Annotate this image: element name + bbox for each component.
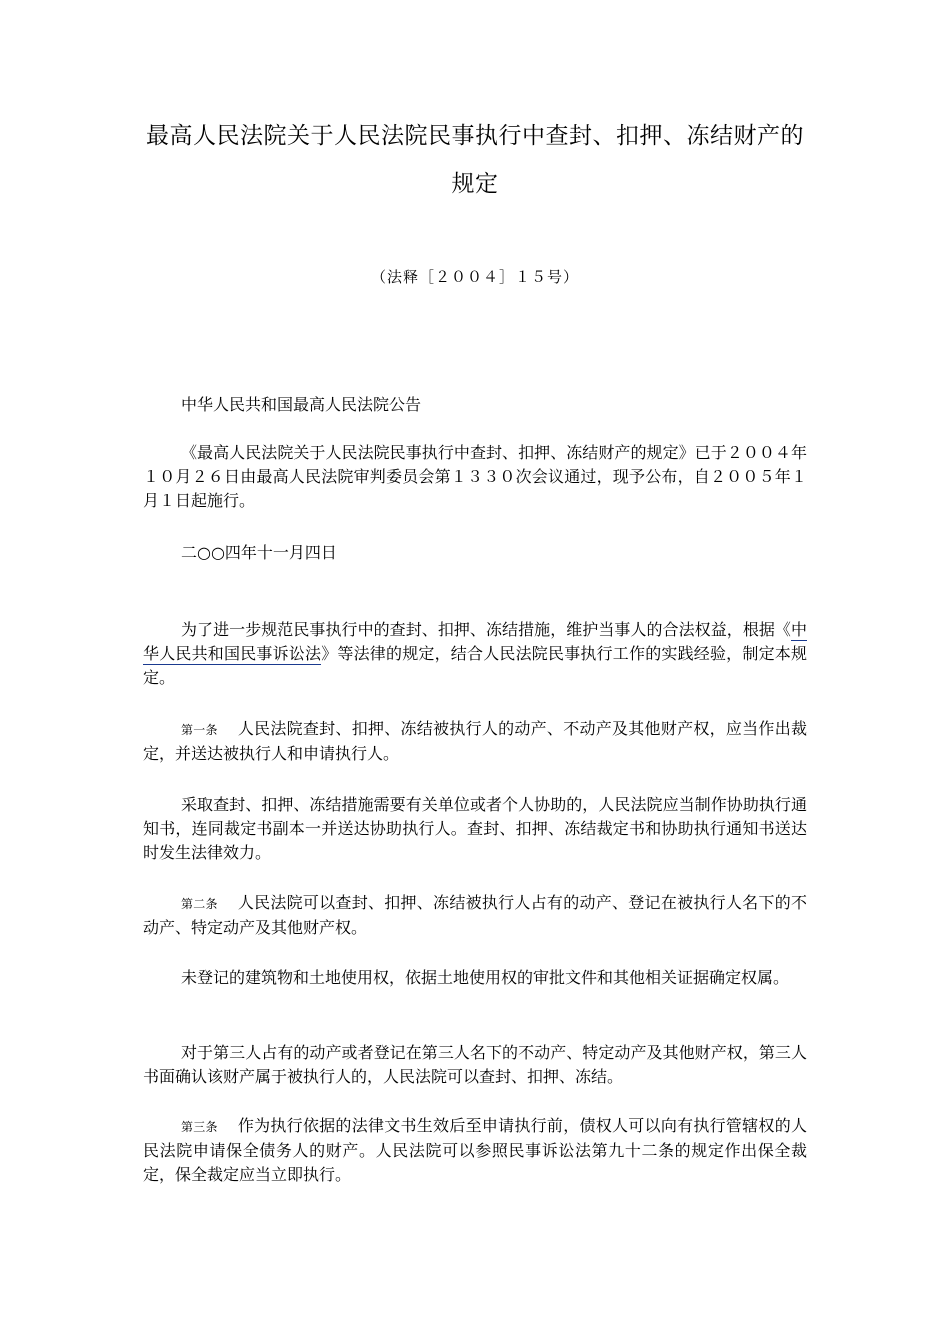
article-label: 第三条 (181, 1120, 218, 1134)
announcement-body: 《最高人民法院关于人民法院民事执行中查封、扣押、冻结财产的规定》已于２００４年１０月２６日由最高人民法院审判委员会第１３３０次会议通过，现予公布，自２００５年１月１日起施行。 (143, 443, 807, 510)
article-text: 人民法院可以查封、扣押、冻结被执行人占有的动产、登记在被执行人名下的不动产、特定动产及其他财产权。 (143, 893, 807, 937)
document-title: 最高人民法院关于人民法院民事执行中查封、扣押、冻结财产的规定 (146, 123, 804, 197)
article-3 (143, 1114, 807, 1187)
preamble-text-after: 》等法律的规定，结合人民法院民事执行工作的实践经验，制定本规定。 (143, 644, 807, 687)
announcement-heading: 中华人民共和国最高人民法院公告 (181, 395, 422, 414)
article-text: 作为执行依据的法律文书生效后至申请执行前，债权人可以向有执行管辖权的人民法院申请保全债务人的财产。人民法院可以参照民事诉讼法第九十二条的规定作出保全裁定，保全裁定应当立即执行。 (143, 1116, 807, 1184)
article-2 (143, 891, 807, 940)
article-label: 第一条 (181, 723, 218, 737)
article-label: 第二条 (181, 897, 218, 911)
article-1 (143, 717, 807, 766)
civil-procedure-law-link[interactable]: 中华人民共和国民事诉讼法 (143, 620, 807, 663)
announcement-date: 二○○四年十一月四日 (181, 543, 337, 562)
article-2-paragraph-3: 对于第三人占有的动产或者登记在第三人名下的不动产、特定动产及其他财产权，第三人书面确认该财产属于被执行人的，人民法院可以查封、扣押、冻结。 (143, 1043, 807, 1086)
article-text: 人民法院查封、扣押、冻结被执行人的动产、不动产及其他财产权，应当作出裁定，并送达被执行人和申请执行人。 (143, 719, 807, 763)
document-number: （法释［２００４］１５号） (370, 268, 579, 286)
article-2-paragraph-2: 未登记的建筑物和土地使用权，依据土地使用权的审批文件和其他相关证据确定权属。 (181, 968, 790, 987)
article-1-paragraph-2: 采取查封、扣押、冻结措施需要有关单位或者个人协助的，人民法院应当制作协助执行通知书，连同裁定书副本一并送达协助执行人。查封、扣押、冻结裁定书和协助执行通知书送达时发生法律效力。 (143, 795, 807, 862)
preamble-text-before: 为了进一步规范民事执行中的查封、扣押、冻结措施，维护当事人的合法权益，根据《 (181, 620, 791, 639)
preamble-paragraph (143, 618, 807, 690)
